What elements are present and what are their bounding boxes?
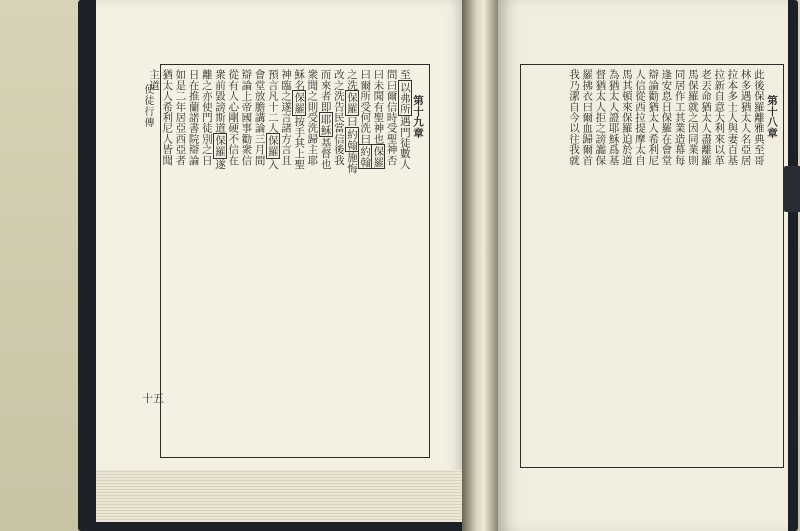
text-column: 改之洗告民當信後我 bbox=[332, 69, 345, 166]
proper-name-box: 以弗所 bbox=[398, 81, 411, 114]
text-column: 馬其頓來保羅迫於道 bbox=[620, 69, 633, 166]
proper-name-box: 約翰 bbox=[346, 128, 358, 150]
text-column: 林多遇猶太人名亞居 bbox=[739, 69, 752, 166]
text-column: 猶太人希利尼人皆聞 bbox=[161, 69, 174, 166]
left-page-number: 十五 bbox=[142, 392, 164, 405]
bookmark-tab bbox=[784, 166, 800, 212]
text-column: 羅拂衣曰爾血歸爾首 bbox=[581, 69, 594, 166]
proper-name-box: 約翰 bbox=[359, 145, 372, 168]
text-column: 人信從西拉提摩太自 bbox=[634, 69, 646, 166]
text-column: 曰未聞有聖神也保羅 bbox=[372, 69, 385, 168]
text-column: 從有人心剛硬不信在 bbox=[227, 69, 240, 166]
chapter-heading: 第十八章 bbox=[766, 95, 778, 138]
text-column: 衆聞之則受洗歸主耶 bbox=[306, 69, 319, 166]
proper-name-box: 保羅 bbox=[214, 135, 226, 157]
proper-name-box: 保羅 bbox=[372, 145, 385, 168]
text-column: 拉新自意大利來以革 bbox=[713, 69, 726, 166]
text-column: 之洗保羅曰約翰施悔 bbox=[346, 69, 358, 174]
text-column: 為猶太人證耶穌爲基 bbox=[607, 69, 620, 166]
text-column: 會堂放膽講論三月間 bbox=[253, 69, 266, 166]
text-column: 問曰爾信時受聖神否 bbox=[385, 69, 398, 166]
text-column: 至以弗所遇門徒數人 bbox=[398, 69, 411, 170]
proper-name-box: 保羅 bbox=[346, 92, 358, 114]
text-column: 日在推蘭諾書院辯論 bbox=[187, 69, 200, 166]
proper-name-box: 保羅 bbox=[293, 92, 306, 114]
text-column: 老丟命猶太人盡離羅 bbox=[700, 69, 712, 166]
chapter-heading: 第十九章 bbox=[412, 95, 424, 138]
book-gutter bbox=[462, 0, 498, 531]
text-column: 而來者即耶穌基督也 bbox=[319, 69, 332, 170]
text-column: 逢安息日保羅在會堂 bbox=[660, 69, 673, 166]
text-column: 神臨之遂言諸方言且 bbox=[280, 69, 292, 166]
text-column: 主道 bbox=[148, 69, 160, 91]
text-column: 如是二年居亞西亞者 bbox=[174, 69, 187, 166]
text-column: 預言凡十二人保羅入 bbox=[266, 69, 279, 170]
text-column: 此後保羅離雅典至哥 bbox=[752, 69, 765, 166]
text-column: 馬保羅就之因同業則 bbox=[686, 69, 699, 166]
proper-name-box: 耶穌 bbox=[319, 113, 332, 136]
text-column: 拉本多士人與妻百基 bbox=[726, 69, 739, 166]
left-page-edges bbox=[96, 470, 468, 522]
text-column: 督猶太人拒之謗讟保 bbox=[594, 69, 607, 166]
text-column: 離之亦使門徒別之日 bbox=[200, 69, 213, 166]
text-column: 穌名保羅按手其上聖 bbox=[293, 69, 306, 170]
text-column: 同居作工其業造幕每 bbox=[673, 69, 686, 166]
text-column: 曰爾所受何洗曰約翰 bbox=[359, 69, 372, 168]
text-column: 辯論勸猶太人希利尼 bbox=[647, 69, 660, 166]
right-text-block bbox=[520, 64, 784, 468]
proper-name-box: 保羅 bbox=[266, 135, 279, 157]
left-running-title: 使徒行傳 bbox=[142, 84, 153, 128]
text-column: 我乃潔自今以往我就 bbox=[568, 69, 580, 166]
text-column: 衆前毀謗斯道保羅遂 bbox=[214, 69, 226, 170]
text-column: 辯論上帝國事勸衆信 bbox=[240, 69, 253, 166]
